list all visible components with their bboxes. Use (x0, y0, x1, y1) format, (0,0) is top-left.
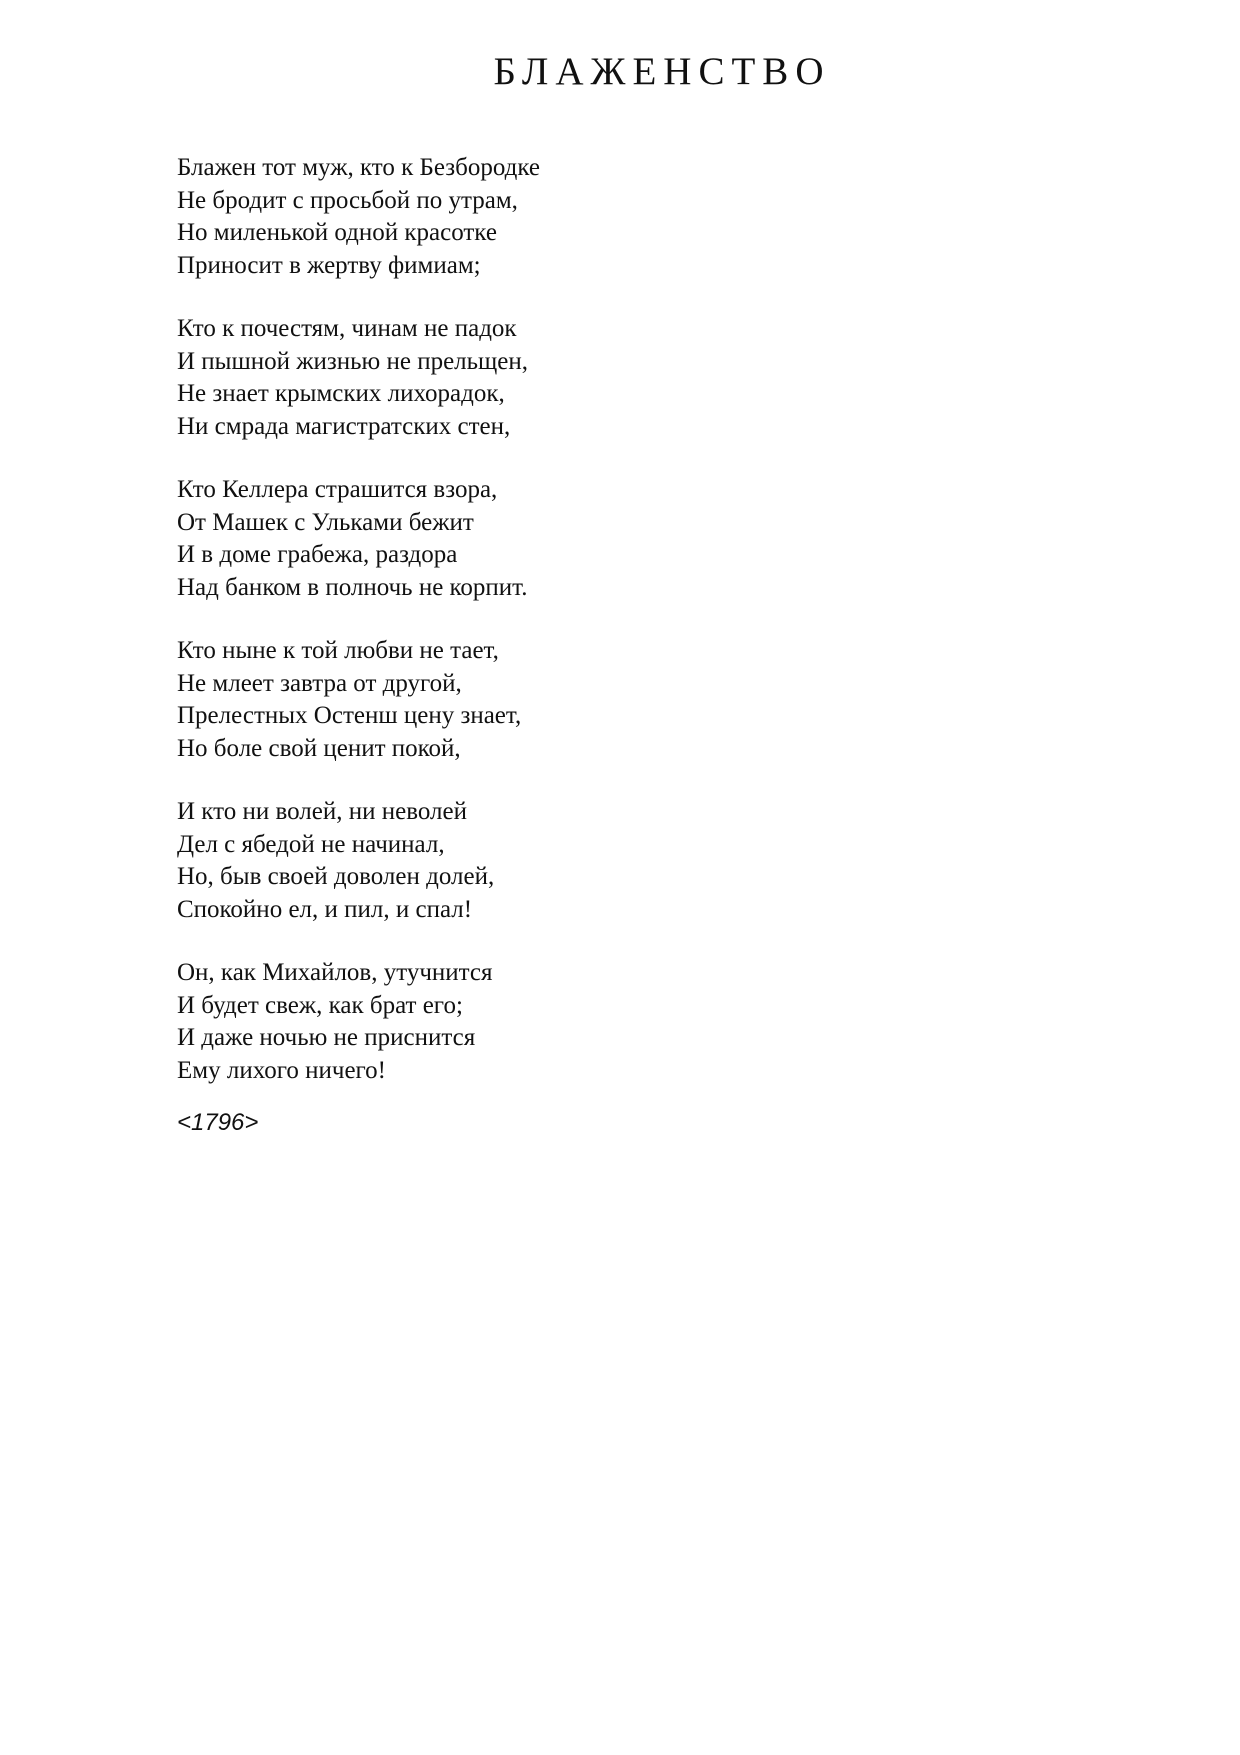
stanza-4 (177, 635, 1027, 765)
poem-line: Дел с ябедой не начинал, (177, 830, 445, 858)
poem-line: И кто ни волей, ни неволей (177, 798, 467, 825)
poem-line: И пышной жизнью не прельщен, (177, 347, 529, 375)
poem-line: Не знает крымских лихорадок, (177, 380, 505, 407)
poem-line: Он, как Михайлов, утучнится (177, 959, 493, 986)
poem-line: Прелестных Остенш цену знает, (177, 702, 522, 729)
poem-line: Не млеет завтра от другой, (177, 669, 462, 697)
poem-line: Не бродит с просьбой по утрам, (177, 186, 518, 214)
poem-line: Приносит в жертву фимиам; (177, 251, 481, 279)
poem-line: Но боле свой ценит покой, (177, 734, 461, 762)
poem-line: Ему лихого ничего! (177, 1056, 387, 1084)
poem-line: От Машек с Ульками бежит (177, 508, 474, 536)
poem-line: Ни смрада магистратских стен, (177, 412, 511, 440)
poem-line: Спокойно ел, и пил, и спал! (177, 895, 473, 923)
poem-line: Над банком в полночь не корпит. (177, 573, 528, 601)
poem-date: <1796> (177, 1109, 259, 1136)
poem-body (177, 152, 1027, 1118)
poem-line: Блажен тот муж, кто к Безбородке (177, 154, 541, 181)
stanza-3 (177, 474, 1027, 604)
poem-line: Кто к почестям, чинам не падок (177, 315, 517, 342)
poem-line: Кто ныне к той любви не тает, (177, 637, 499, 664)
poem-line: Но миленькой одной красотке (177, 219, 497, 246)
stanza-6 (177, 957, 1027, 1087)
stanza-5 (177, 796, 1027, 926)
poem-line: Но, быв своей доволен долей, (177, 863, 495, 890)
poem-line: Кто Келлера страшится взора, (177, 476, 498, 503)
poem-line: И в доме грабежа, раздора (177, 541, 458, 568)
poem-line: И даже ночью не приснится (177, 1024, 476, 1051)
poem-title: БЛАЖЕНСТВО (493, 50, 831, 93)
stanza-2 (177, 313, 1027, 443)
poem-line: И будет свеж, как брат его; (177, 991, 463, 1019)
stanza-1 (177, 152, 1027, 282)
